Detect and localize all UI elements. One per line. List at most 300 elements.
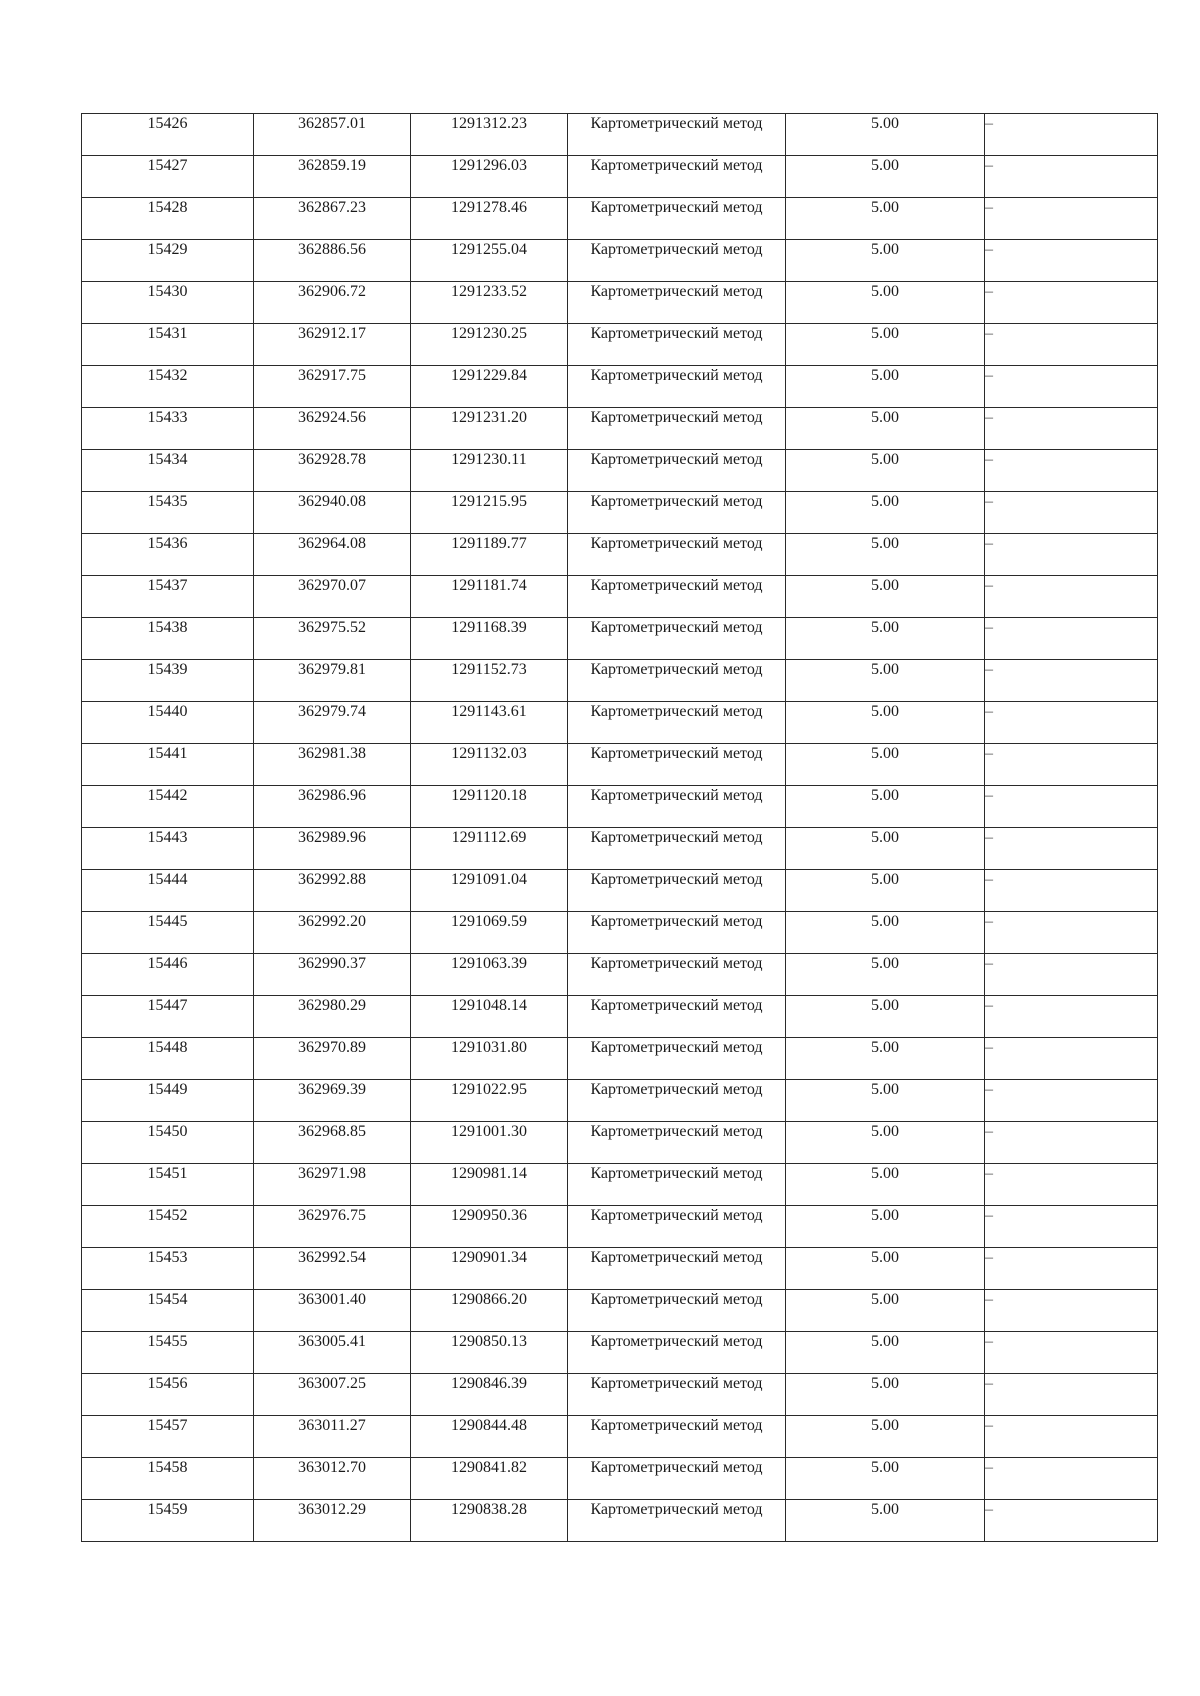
accuracy-cell-text: 5.00 bbox=[871, 535, 899, 552]
y-coordinate-cell-text: 1291181.74 bbox=[451, 577, 527, 594]
method-cell bbox=[568, 744, 786, 786]
method-cell-text: Картометрический метод bbox=[590, 241, 763, 258]
point-number-cell-text: 15452 bbox=[147, 1207, 188, 1224]
description-cell-text: – bbox=[985, 1165, 993, 1182]
accuracy-cell-text: 5.00 bbox=[871, 451, 899, 468]
description-cell bbox=[985, 1038, 1158, 1080]
description-cell-text: – bbox=[985, 493, 993, 510]
description-cell bbox=[985, 1374, 1158, 1416]
accuracy-cell-text: 5.00 bbox=[871, 115, 899, 132]
point-number-cell bbox=[82, 1248, 254, 1290]
y-coordinate-cell bbox=[411, 660, 568, 702]
method-cell-text: Картометрический метод bbox=[590, 1459, 763, 1476]
y-coordinate-cell bbox=[411, 1248, 568, 1290]
y-coordinate-cell bbox=[411, 198, 568, 240]
method-cell-text: Картометрический метод bbox=[590, 1165, 763, 1182]
y-coordinate-cell-text: 1290846.39 bbox=[451, 1375, 527, 1392]
y-coordinate-cell-text: 1291120.18 bbox=[451, 787, 527, 804]
x-coordinate-cell bbox=[254, 282, 411, 324]
y-coordinate-cell-text: 1290981.14 bbox=[451, 1165, 527, 1182]
description-cell-text: – bbox=[985, 577, 993, 594]
description-cell bbox=[985, 1332, 1158, 1374]
point-number-cell-text: 15427 bbox=[147, 157, 188, 174]
x-coordinate-cell bbox=[254, 1290, 411, 1332]
method-cell bbox=[568, 1458, 786, 1500]
method-cell bbox=[568, 282, 786, 324]
table-row bbox=[82, 1290, 1158, 1332]
x-coordinate-cell-text: 363005.41 bbox=[298, 1333, 366, 1350]
method-cell-text: Картометрический метод bbox=[590, 199, 763, 216]
method-cell bbox=[568, 534, 786, 576]
point-number-cell-text: 15441 bbox=[147, 745, 188, 762]
point-number-cell bbox=[82, 1206, 254, 1248]
description-cell-text: – bbox=[985, 157, 993, 174]
point-number-cell bbox=[82, 828, 254, 870]
point-number-cell bbox=[82, 870, 254, 912]
y-coordinate-cell bbox=[411, 1290, 568, 1332]
description-cell bbox=[985, 198, 1158, 240]
table-row bbox=[82, 156, 1158, 198]
accuracy-cell bbox=[786, 114, 985, 156]
point-number-cell-text: 15458 bbox=[147, 1459, 188, 1476]
x-coordinate-cell-text: 362975.52 bbox=[298, 619, 366, 636]
x-coordinate-cell bbox=[254, 702, 411, 744]
point-number-cell bbox=[82, 1500, 254, 1542]
table-row bbox=[82, 324, 1158, 366]
x-coordinate-cell-text: 362971.98 bbox=[298, 1165, 366, 1182]
y-coordinate-cell-text: 1291022.95 bbox=[451, 1081, 527, 1098]
description-cell-text: – bbox=[985, 1417, 993, 1434]
accuracy-cell bbox=[786, 1206, 985, 1248]
y-coordinate-cell bbox=[411, 1080, 568, 1122]
x-coordinate-cell bbox=[254, 912, 411, 954]
y-coordinate-cell bbox=[411, 1332, 568, 1374]
method-cell bbox=[568, 660, 786, 702]
description-cell-text: – bbox=[985, 1039, 993, 1056]
accuracy-cell-text: 5.00 bbox=[871, 913, 899, 930]
method-cell-text: Картометрический метод bbox=[590, 1123, 763, 1140]
accuracy-cell bbox=[786, 954, 985, 996]
description-cell bbox=[985, 576, 1158, 618]
description-cell-text: – bbox=[985, 199, 993, 216]
accuracy-cell bbox=[786, 282, 985, 324]
description-cell bbox=[985, 1122, 1158, 1164]
accuracy-cell-text: 5.00 bbox=[871, 619, 899, 636]
y-coordinate-cell bbox=[411, 240, 568, 282]
table-row bbox=[82, 198, 1158, 240]
description-cell-text: – bbox=[985, 1501, 993, 1518]
y-coordinate-cell-text: 1291229.84 bbox=[451, 367, 527, 384]
method-cell-text: Картометрический метод bbox=[590, 1375, 763, 1392]
point-number-cell-text: 15456 bbox=[147, 1375, 188, 1392]
y-coordinate-cell bbox=[411, 870, 568, 912]
method-cell bbox=[568, 240, 786, 282]
point-number-cell bbox=[82, 1416, 254, 1458]
method-cell bbox=[568, 1248, 786, 1290]
y-coordinate-cell-text: 1291063.39 bbox=[451, 955, 527, 972]
accuracy-cell bbox=[786, 1416, 985, 1458]
x-coordinate-cell-text: 362970.89 bbox=[298, 1039, 366, 1056]
point-number-cell bbox=[82, 996, 254, 1038]
table-row bbox=[82, 240, 1158, 282]
method-cell-text: Картометрический метод bbox=[590, 1501, 763, 1518]
method-cell bbox=[568, 1500, 786, 1542]
y-coordinate-cell-text: 1290841.82 bbox=[451, 1459, 527, 1476]
table-row bbox=[82, 408, 1158, 450]
description-cell-text: – bbox=[985, 829, 993, 846]
description-cell bbox=[985, 660, 1158, 702]
y-coordinate-cell bbox=[411, 996, 568, 1038]
table-row bbox=[82, 1038, 1158, 1080]
method-cell-text: Картометрический метод bbox=[590, 1207, 763, 1224]
description-cell-text: – bbox=[985, 1291, 993, 1308]
point-number-cell bbox=[82, 1290, 254, 1332]
x-coordinate-cell bbox=[254, 1374, 411, 1416]
x-coordinate-cell-text: 362976.75 bbox=[298, 1207, 366, 1224]
method-cell bbox=[568, 1374, 786, 1416]
accuracy-cell-text: 5.00 bbox=[871, 157, 899, 174]
x-coordinate-cell-text: 362979.74 bbox=[298, 703, 366, 720]
method-cell bbox=[568, 618, 786, 660]
point-number-cell bbox=[82, 366, 254, 408]
x-coordinate-cell bbox=[254, 534, 411, 576]
x-coordinate-cell bbox=[254, 324, 411, 366]
x-coordinate-cell bbox=[254, 198, 411, 240]
y-coordinate-cell-text: 1291230.25 bbox=[451, 325, 527, 342]
description-cell bbox=[985, 828, 1158, 870]
description-cell bbox=[985, 954, 1158, 996]
method-cell-text: Картометрический метод bbox=[590, 535, 763, 552]
y-coordinate-cell-text: 1291112.69 bbox=[451, 829, 527, 846]
method-cell-text: Картометрический метод bbox=[590, 367, 763, 384]
method-cell bbox=[568, 996, 786, 1038]
point-number-cell-text: 15459 bbox=[147, 1501, 188, 1518]
method-cell-text: Картометрический метод bbox=[590, 787, 763, 804]
accuracy-cell bbox=[786, 618, 985, 660]
method-cell bbox=[568, 702, 786, 744]
table-row bbox=[82, 744, 1158, 786]
point-number-cell bbox=[82, 576, 254, 618]
description-cell bbox=[985, 618, 1158, 660]
table-row bbox=[82, 870, 1158, 912]
x-coordinate-cell-text: 362859.19 bbox=[298, 157, 366, 174]
point-number-cell bbox=[82, 156, 254, 198]
point-number-cell-text: 15437 bbox=[147, 577, 188, 594]
accuracy-cell-text: 5.00 bbox=[871, 1207, 899, 1224]
y-coordinate-cell-text: 1290901.34 bbox=[451, 1249, 527, 1266]
accuracy-cell bbox=[786, 912, 985, 954]
accuracy-cell bbox=[786, 786, 985, 828]
point-number-cell-text: 15447 bbox=[147, 997, 188, 1014]
method-cell bbox=[568, 912, 786, 954]
x-coordinate-cell-text: 362964.08 bbox=[298, 535, 366, 552]
description-cell bbox=[985, 996, 1158, 1038]
table-row bbox=[82, 954, 1158, 996]
y-coordinate-cell bbox=[411, 282, 568, 324]
x-coordinate-cell bbox=[254, 618, 411, 660]
accuracy-cell bbox=[786, 408, 985, 450]
y-coordinate-cell bbox=[411, 408, 568, 450]
x-coordinate-cell-text: 363012.70 bbox=[298, 1459, 366, 1476]
x-coordinate-cell bbox=[254, 450, 411, 492]
point-number-cell-text: 15438 bbox=[147, 619, 188, 636]
x-coordinate-cell bbox=[254, 114, 411, 156]
x-coordinate-cell bbox=[254, 576, 411, 618]
table-row bbox=[82, 660, 1158, 702]
method-cell-text: Картометрический метод bbox=[590, 661, 763, 678]
accuracy-cell bbox=[786, 1458, 985, 1500]
accuracy-cell bbox=[786, 240, 985, 282]
description-cell bbox=[985, 450, 1158, 492]
description-cell-text: – bbox=[985, 241, 993, 258]
x-coordinate-cell bbox=[254, 240, 411, 282]
accuracy-cell-text: 5.00 bbox=[871, 787, 899, 804]
description-cell-text: – bbox=[985, 535, 993, 552]
point-number-cell-text: 15457 bbox=[147, 1417, 188, 1434]
method-cell-text: Картометрический метод bbox=[590, 1039, 763, 1056]
description-cell-text: – bbox=[985, 1123, 993, 1140]
method-cell-text: Картометрический метод bbox=[590, 829, 763, 846]
x-coordinate-cell-text: 363007.25 bbox=[298, 1375, 366, 1392]
accuracy-cell bbox=[786, 1164, 985, 1206]
table-row bbox=[82, 1458, 1158, 1500]
y-coordinate-cell bbox=[411, 744, 568, 786]
description-cell-text: – bbox=[985, 409, 993, 426]
x-coordinate-cell-text: 362867.23 bbox=[298, 199, 366, 216]
x-coordinate-cell bbox=[254, 408, 411, 450]
method-cell bbox=[568, 1332, 786, 1374]
point-number-cell-text: 15453 bbox=[147, 1249, 188, 1266]
x-coordinate-cell bbox=[254, 1122, 411, 1164]
x-coordinate-cell bbox=[254, 1164, 411, 1206]
point-number-cell-text: 15426 bbox=[147, 115, 188, 132]
point-number-cell-text: 15440 bbox=[147, 703, 188, 720]
point-number-cell-text: 15436 bbox=[147, 535, 188, 552]
description-cell-text: – bbox=[985, 913, 993, 930]
method-cell bbox=[568, 1206, 786, 1248]
description-cell bbox=[985, 324, 1158, 366]
y-coordinate-cell-text: 1291048.14 bbox=[451, 997, 527, 1014]
method-cell bbox=[568, 954, 786, 996]
accuracy-cell-text: 5.00 bbox=[871, 1291, 899, 1308]
x-coordinate-cell bbox=[254, 954, 411, 996]
description-cell bbox=[985, 1416, 1158, 1458]
method-cell bbox=[568, 1080, 786, 1122]
accuracy-cell-text: 5.00 bbox=[871, 703, 899, 720]
y-coordinate-cell-text: 1291255.04 bbox=[451, 241, 527, 258]
description-cell bbox=[985, 282, 1158, 324]
method-cell-text: Картометрический метод bbox=[590, 1291, 763, 1308]
accuracy-cell bbox=[786, 450, 985, 492]
method-cell-text: Картометрический метод bbox=[590, 619, 763, 636]
accuracy-cell bbox=[786, 660, 985, 702]
accuracy-cell-text: 5.00 bbox=[871, 1501, 899, 1518]
point-number-cell-text: 15431 bbox=[147, 325, 188, 342]
x-coordinate-cell-text: 363011.27 bbox=[298, 1417, 366, 1434]
method-cell-text: Картометрический метод bbox=[590, 283, 763, 300]
y-coordinate-cell-text: 1291233.52 bbox=[451, 283, 527, 300]
point-number-cell-text: 15433 bbox=[147, 409, 188, 426]
x-coordinate-cell-text: 362940.08 bbox=[298, 493, 366, 510]
accuracy-cell bbox=[786, 534, 985, 576]
method-cell bbox=[568, 114, 786, 156]
point-number-cell-text: 15445 bbox=[147, 913, 188, 930]
table-row bbox=[82, 1164, 1158, 1206]
description-cell-text: – bbox=[985, 283, 993, 300]
description-cell bbox=[985, 744, 1158, 786]
description-cell-text: – bbox=[985, 115, 993, 132]
method-cell bbox=[568, 1164, 786, 1206]
accuracy-cell-text: 5.00 bbox=[871, 325, 899, 342]
method-cell bbox=[568, 450, 786, 492]
method-cell bbox=[568, 576, 786, 618]
point-number-cell bbox=[82, 240, 254, 282]
x-coordinate-cell-text: 362989.96 bbox=[298, 829, 366, 846]
y-coordinate-cell-text: 1291001.30 bbox=[451, 1123, 527, 1140]
y-coordinate-cell-text: 1291189.77 bbox=[451, 535, 527, 552]
accuracy-cell-text: 5.00 bbox=[871, 283, 899, 300]
accuracy-cell bbox=[786, 156, 985, 198]
description-cell bbox=[985, 1290, 1158, 1332]
y-coordinate-cell bbox=[411, 702, 568, 744]
accuracy-cell-text: 5.00 bbox=[871, 997, 899, 1014]
description-cell-text: – bbox=[985, 325, 993, 342]
table-row bbox=[82, 702, 1158, 744]
point-number-cell bbox=[82, 912, 254, 954]
table-row bbox=[82, 492, 1158, 534]
method-cell bbox=[568, 786, 786, 828]
y-coordinate-cell bbox=[411, 1164, 568, 1206]
y-coordinate-cell bbox=[411, 1122, 568, 1164]
point-number-cell bbox=[82, 1458, 254, 1500]
y-coordinate-cell bbox=[411, 786, 568, 828]
table-row bbox=[82, 1416, 1158, 1458]
table-row bbox=[82, 114, 1158, 156]
accuracy-cell-text: 5.00 bbox=[871, 1375, 899, 1392]
accuracy-cell bbox=[786, 324, 985, 366]
point-number-cell bbox=[82, 1164, 254, 1206]
method-cell-text: Картометрический метод bbox=[590, 577, 763, 594]
x-coordinate-cell bbox=[254, 492, 411, 534]
table-row bbox=[82, 366, 1158, 408]
method-cell-text: Картометрический метод bbox=[590, 913, 763, 930]
x-coordinate-cell-text: 362968.85 bbox=[298, 1123, 366, 1140]
point-number-cell bbox=[82, 660, 254, 702]
method-cell bbox=[568, 492, 786, 534]
x-coordinate-cell-text: 362979.81 bbox=[298, 661, 366, 678]
accuracy-cell-text: 5.00 bbox=[871, 1123, 899, 1140]
y-coordinate-cell-text: 1291215.95 bbox=[451, 493, 527, 510]
method-cell bbox=[568, 324, 786, 366]
y-coordinate-cell bbox=[411, 1038, 568, 1080]
accuracy-cell bbox=[786, 1248, 985, 1290]
accuracy-cell-text: 5.00 bbox=[871, 367, 899, 384]
x-coordinate-cell-text: 362969.39 bbox=[298, 1081, 366, 1098]
x-coordinate-cell bbox=[254, 1038, 411, 1080]
method-cell-text: Картометрический метод bbox=[590, 1249, 763, 1266]
x-coordinate-cell-text: 362857.01 bbox=[298, 115, 366, 132]
point-number-cell bbox=[82, 744, 254, 786]
y-coordinate-cell-text: 1291230.11 bbox=[451, 451, 527, 468]
description-cell bbox=[985, 702, 1158, 744]
point-number-cell bbox=[82, 408, 254, 450]
point-number-cell-text: 15451 bbox=[147, 1165, 188, 1182]
method-cell bbox=[568, 1290, 786, 1332]
table-row bbox=[82, 282, 1158, 324]
y-coordinate-cell-text: 1291031.80 bbox=[451, 1039, 527, 1056]
table-row bbox=[82, 534, 1158, 576]
table-row bbox=[82, 1080, 1158, 1122]
y-coordinate-cell bbox=[411, 1206, 568, 1248]
y-coordinate-cell bbox=[411, 1458, 568, 1500]
method-cell-text: Картометрический метод bbox=[590, 871, 763, 888]
x-coordinate-cell bbox=[254, 1416, 411, 1458]
y-coordinate-cell-text: 1290866.20 bbox=[451, 1291, 527, 1308]
x-coordinate-cell bbox=[254, 1248, 411, 1290]
table-row bbox=[82, 450, 1158, 492]
accuracy-cell-text: 5.00 bbox=[871, 661, 899, 678]
table-row bbox=[82, 996, 1158, 1038]
accuracy-cell-text: 5.00 bbox=[871, 829, 899, 846]
y-coordinate-cell bbox=[411, 324, 568, 366]
point-number-cell bbox=[82, 702, 254, 744]
x-coordinate-cell bbox=[254, 1500, 411, 1542]
y-coordinate-cell bbox=[411, 492, 568, 534]
method-cell bbox=[568, 408, 786, 450]
description-cell-text: – bbox=[985, 619, 993, 636]
accuracy-cell bbox=[786, 1500, 985, 1542]
y-coordinate-cell bbox=[411, 576, 568, 618]
description-cell bbox=[985, 114, 1158, 156]
y-coordinate-cell-text: 1291168.39 bbox=[451, 619, 527, 636]
method-cell bbox=[568, 828, 786, 870]
description-cell bbox=[985, 366, 1158, 408]
accuracy-cell-text: 5.00 bbox=[871, 745, 899, 762]
x-coordinate-cell-text: 362917.75 bbox=[298, 367, 366, 384]
description-cell-text: – bbox=[985, 1375, 993, 1392]
coordinates-table bbox=[81, 113, 1158, 1542]
point-number-cell-text: 15435 bbox=[147, 493, 188, 510]
accuracy-cell bbox=[786, 1374, 985, 1416]
description-cell bbox=[985, 912, 1158, 954]
x-coordinate-cell-text: 362906.72 bbox=[298, 283, 366, 300]
description-cell-text: – bbox=[985, 367, 993, 384]
point-number-cell bbox=[82, 618, 254, 660]
accuracy-cell bbox=[786, 996, 985, 1038]
table-row bbox=[82, 786, 1158, 828]
table-row bbox=[82, 1500, 1158, 1542]
y-coordinate-cell-text: 1290950.36 bbox=[451, 1207, 527, 1224]
y-coordinate-cell bbox=[411, 1500, 568, 1542]
accuracy-cell-text: 5.00 bbox=[871, 1249, 899, 1266]
accuracy-cell bbox=[786, 576, 985, 618]
accuracy-cell bbox=[786, 870, 985, 912]
point-number-cell bbox=[82, 1122, 254, 1164]
method-cell-text: Картометрический метод bbox=[590, 1081, 763, 1098]
method-cell-text: Картометрический метод bbox=[590, 115, 763, 132]
x-coordinate-cell-text: 362970.07 bbox=[298, 577, 366, 594]
y-coordinate-cell bbox=[411, 828, 568, 870]
description-cell-text: – bbox=[985, 1333, 993, 1350]
y-coordinate-cell bbox=[411, 366, 568, 408]
accuracy-cell bbox=[786, 366, 985, 408]
description-cell-text: – bbox=[985, 1249, 993, 1266]
description-cell bbox=[985, 786, 1158, 828]
x-coordinate-cell bbox=[254, 1332, 411, 1374]
description-cell bbox=[985, 240, 1158, 282]
x-coordinate-cell bbox=[254, 828, 411, 870]
x-coordinate-cell-text: 362924.56 bbox=[298, 409, 366, 426]
